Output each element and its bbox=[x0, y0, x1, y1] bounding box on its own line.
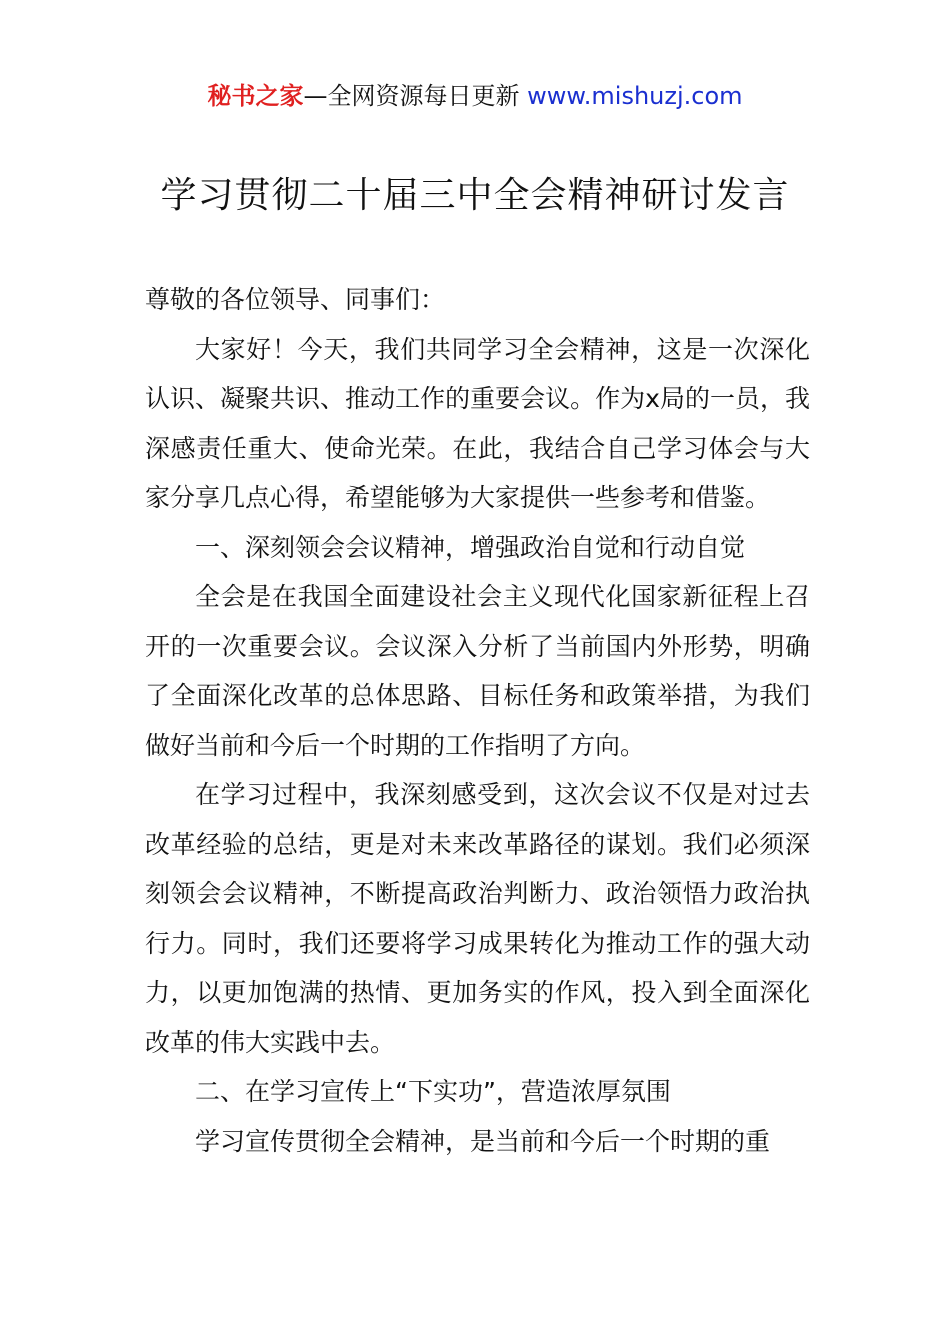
paragraph-learning: 在学习过程中，我深刻感受到，这次会议不仅是对过去改革经验的总结，更是对未来改革路径的谋划。我们必须深刻领会会议精神，不断提高政治判断力、政治领悟力政治执行力。同时，我们还要将学习成果转化为推动工作的强大动力，以更加饱满的热情、更加务实的作风，投入到全面深化改革的伟大实践中去。 bbox=[145, 780, 810, 1057]
header-tagline: —全网资源每日更新 bbox=[303, 82, 520, 110]
document-body bbox=[145, 275, 810, 1166]
document-title: 学习贯彻二十届三中全会精神研讨发言 bbox=[160, 175, 790, 216]
section-heading-2: 二、在学习宣传上“下实功”，营造浓厚氛围 bbox=[195, 1077, 671, 1106]
section-heading-1: 一、深刻领会会议精神，增强政治自觉和行动自觉 bbox=[195, 532, 746, 562]
paragraph-plenary: 全会是在我国全面建设社会主义现代化国家新征程上召开的一次重要会议。会议深入分析了当前国内外形势，明确了全面深化改革的总体思路、目标任务和政策举措，为我们做好当前和今后一个时期的工作指明了方向。 bbox=[145, 582, 810, 760]
site-url-link[interactable]: www.mishuzj.com bbox=[527, 82, 743, 110]
site-header bbox=[0, 78, 950, 114]
salutation: 尊敬的各位领导、同事们： bbox=[145, 285, 446, 314]
brand-name: 秘书之家 bbox=[207, 82, 304, 110]
paragraph-publicity: 学习宣传贯彻全会精神，是当前和今后一个时期的重 bbox=[195, 1126, 771, 1156]
paragraph-greeting: 大家好！今天，我们共同学习全会精神，这是一次深化认识、凝聚共识、推动工作的重要会议。作为x局的一员，我深感责任重大、使命光荣。在此，我结合自己学习体会与大家分享几点心得，希望能够为大家提供一些参考和借鉴。 bbox=[145, 334, 810, 512]
